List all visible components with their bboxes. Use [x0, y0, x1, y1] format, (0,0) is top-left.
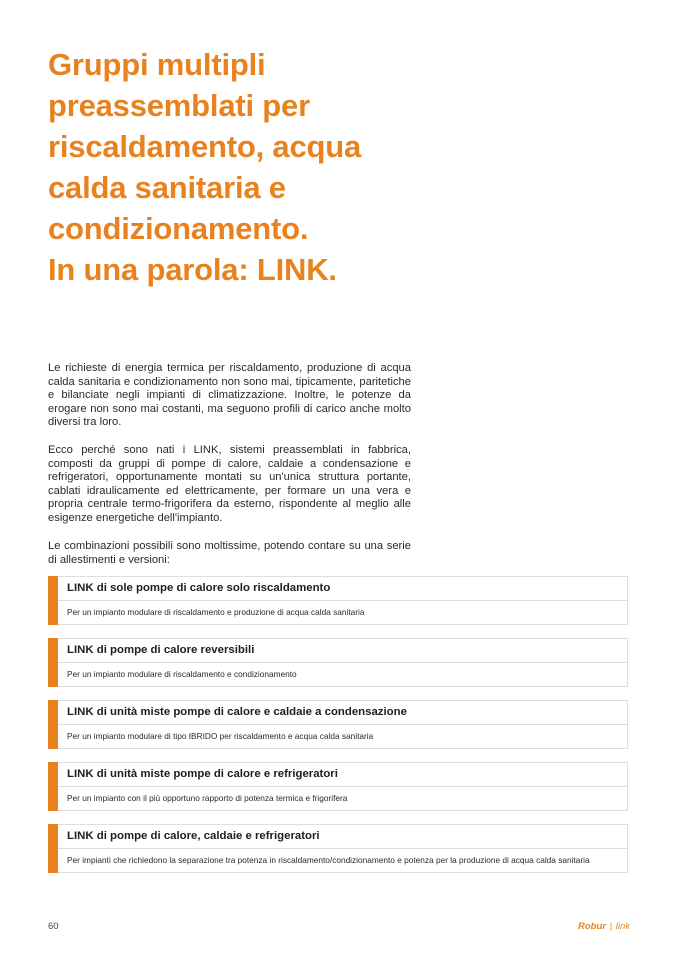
brand-separator: |: [609, 921, 613, 932]
option-box: [48, 576, 628, 625]
headline-line: In una parola: LINK.: [48, 252, 337, 287]
accent-bar: [48, 762, 58, 811]
product-name: link: [615, 921, 630, 932]
headline-line: preassemblati per: [48, 88, 310, 123]
option-title: LINK di pompe di calore reversibili: [49, 639, 627, 663]
accent-bar: [48, 576, 58, 625]
accent-bar: [48, 700, 58, 749]
page-number: 60: [48, 921, 59, 932]
headline-line: condizionamento.: [48, 211, 309, 246]
headline-line: Gruppi multipli: [48, 47, 266, 82]
accent-bar: [48, 824, 58, 873]
option-description: Per un impianto con il più opportuno rapporto di potenza termica e frigorifera: [67, 793, 348, 803]
option-title: LINK di unità miste pompe di calore e refrigeratori: [49, 763, 627, 787]
option-description: Per impianti che richiedono la separazione tra potenza in riscaldamento/condizionamento e potenza per la produzione di acqua calda sanitaria: [67, 855, 590, 865]
option-description: Per un impianto modulare di riscaldamento e condizionamento: [67, 669, 297, 679]
brand-name: Robur: [578, 921, 606, 932]
option-box: [48, 762, 628, 811]
page-headline: [48, 44, 468, 290]
option-title: LINK di sole pompe di calore solo riscaldamento: [49, 577, 627, 601]
brand-footer: [578, 921, 630, 932]
intro-paragraph: Le richieste di energia termica per riscaldamento, produzione di acqua calda sanitaria e condizionamento non sono mai, tipicamente, paritetiche e bilanciate negli impianti di climatizzazione. Inoltre, le potenze da erogare non sono mai costanti, ma seguono profili di carico anche molto diversi tra loro.: [48, 362, 411, 429]
option-box: [48, 638, 628, 687]
accent-bar: [48, 638, 58, 687]
option-description: Per un impianto modulare di tipo IBRIDO per riscaldamento e acqua calda sanitaria: [67, 731, 374, 741]
headline-line: calda sanitaria e: [48, 170, 286, 205]
option-title: LINK di pompe di calore, caldaie e refrigeratori: [49, 825, 627, 849]
option-box: [48, 700, 628, 749]
option-description: Per un impianto modulare di riscaldamento e produzione di acqua calda sanitaria: [67, 607, 365, 617]
option-title: LINK di unità miste pompe di calore e caldaie a condensazione: [49, 701, 627, 725]
description-paragraph: Ecco perché sono nati i LINK, sistemi preassemblati in fabbrica, composti da gruppi di pompe di calore, caldaie a condensazione e refrigeratori, opportunamente montati su un'unica struttura portante, cablati idraulicamente ed elettricamente, per formare un una vera e propria centrale termo-frigorifera da esterno, rispondente al meglio alle esigenze energetiche dell'impianto.: [48, 444, 411, 524]
headline-line: riscaldamento, acqua: [48, 129, 362, 164]
combinations-paragraph: Le combinazioni possibili sono moltissime, potendo contare su una serie di allestimenti e versioni:: [48, 540, 411, 566]
option-box: [48, 824, 628, 873]
